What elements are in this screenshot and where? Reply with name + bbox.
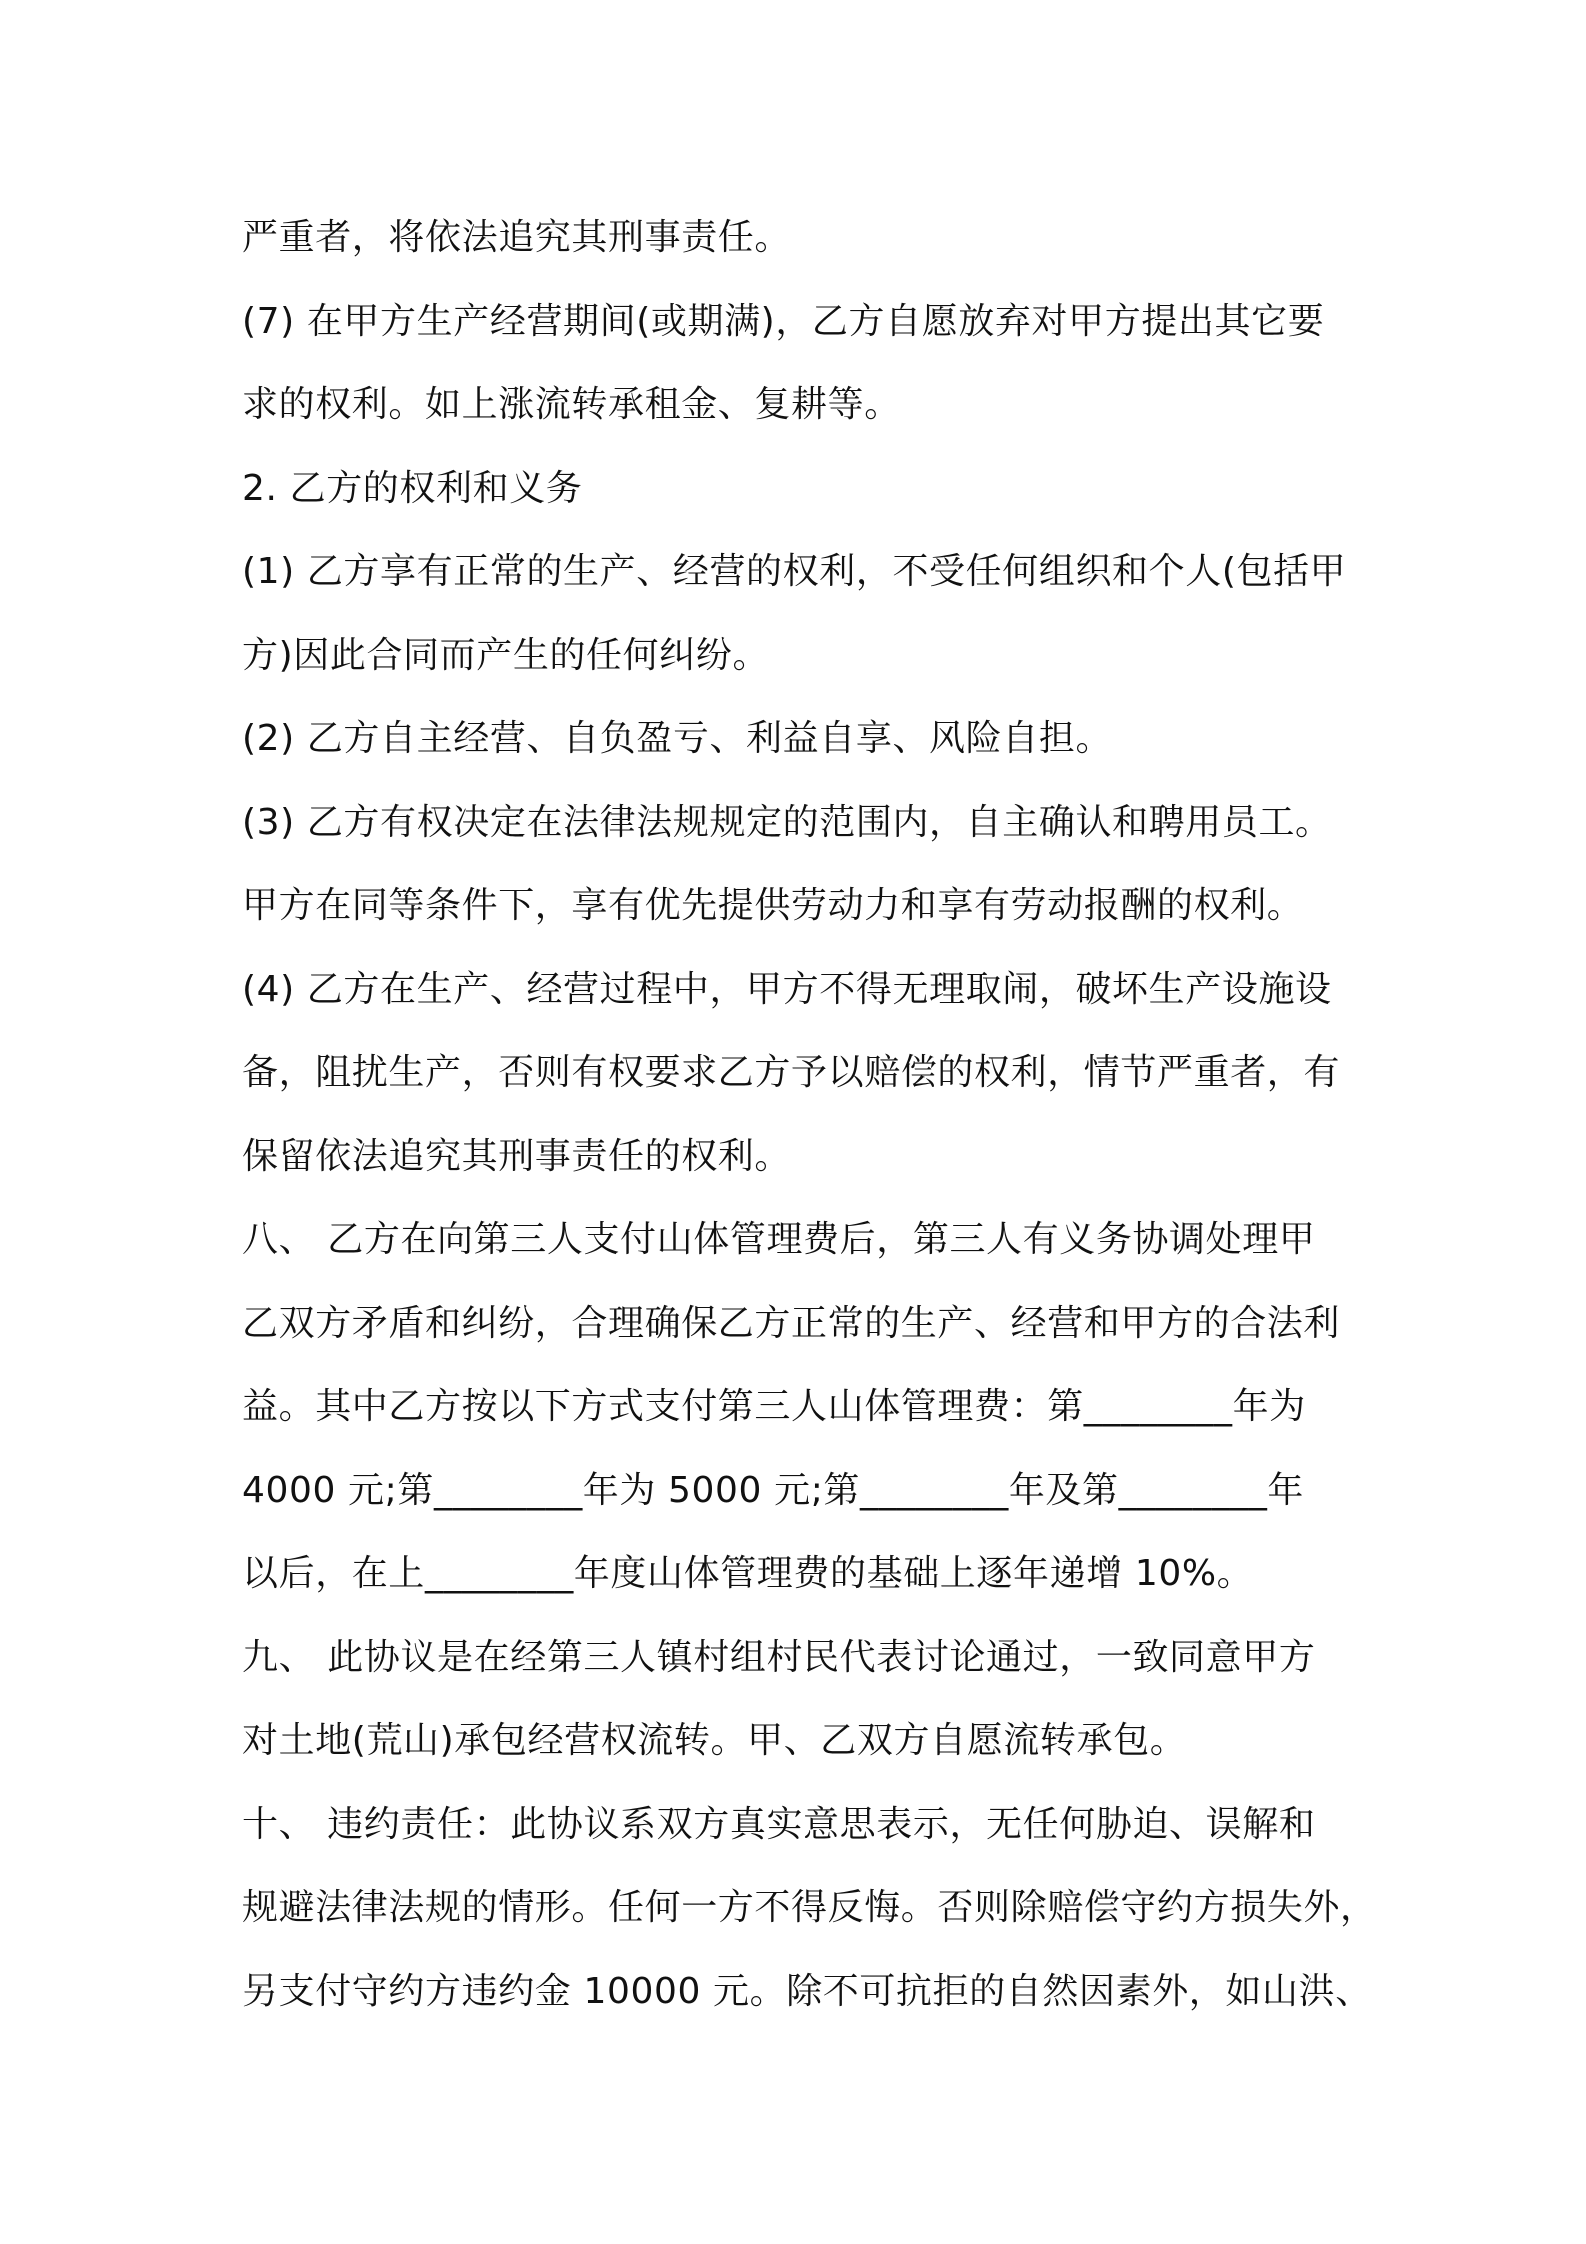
text-line: (2) 乙方自主经营、自负盈亏、利益自享、风险自担。: [242, 718, 1113, 759]
text-line: 严重者，将依法追究其刑事责任。: [242, 217, 792, 258]
document-body: [242, 196, 1377, 2033]
text-line: (7) 在甲方生产经营期间(或期满)，乙方自愿放弃对甲方提出其它要: [242, 300, 1325, 342]
text-line: (4) 乙方在生产、经营过程中，甲方不得无理取闹，破坏生产设施设: [242, 968, 1332, 1010]
text-line: 甲方在同等条件下，享有优先提供劳动力和享有劳动报酬的权利。: [242, 885, 1304, 926]
text-line: (3) 乙方有权决定在法律法规规定的范围内，自主确认和聘用员工。: [242, 801, 1332, 843]
text-line: 对土地(荒山)承包经营权流转。甲、乙双方自愿流转承包。: [242, 1720, 1187, 1761]
text-line: 另支付守约方违约金 10000 元。除不可抗拒的自然因素外，如山洪、: [242, 1970, 1372, 2012]
text-line: 求的权利。如上涨流转承租金、复耕等。: [242, 384, 901, 425]
text-line: 保留依法追究其刑事责任的权利。: [242, 1135, 792, 1177]
text-line: 规避法律法规的情形。任何一方不得反悔。否则除赔偿守约方损失外，: [242, 1887, 1377, 1928]
text-line: 九、 此协议是在经第三人镇村组村民代表讨论通过，一致同意甲方: [242, 1636, 1316, 1678]
text-line: 十、 违约责任：此协议系双方真实意思表示，无任何胁迫、误解和: [242, 1803, 1316, 1845]
text-line: 八、 乙方在向第三人支付山体管理费后，第三人有义务协调处理甲: [242, 1219, 1316, 1260]
text-line: 方)因此合同而产生的任何纠纷。: [242, 634, 770, 676]
text-line: 乙双方矛盾和纠纷，合理确保乙方正常的生产、经营和甲方的合法利: [242, 1302, 1341, 1344]
section-heading: 2. 乙方的权利和义务: [242, 467, 583, 509]
text-line: 益。其中乙方按以下方式支付第三人山体管理费：第________年为: [242, 1386, 1306, 1427]
text-line: (1) 乙方享有正常的生产、经营的权利，不受任何组织和个人(包括甲: [242, 551, 1347, 592]
text-line: 4000 元;第________年为 5000 元;第________年及第________年: [242, 1469, 1305, 1511]
text-line: 以后，在上________年度山体管理费的基础上逐年递增 10%。: [242, 1553, 1254, 1594]
text-line: 备，阻扰生产，否则有权要求乙方予以赔偿的权利，情节严重者，有: [242, 1052, 1341, 1093]
